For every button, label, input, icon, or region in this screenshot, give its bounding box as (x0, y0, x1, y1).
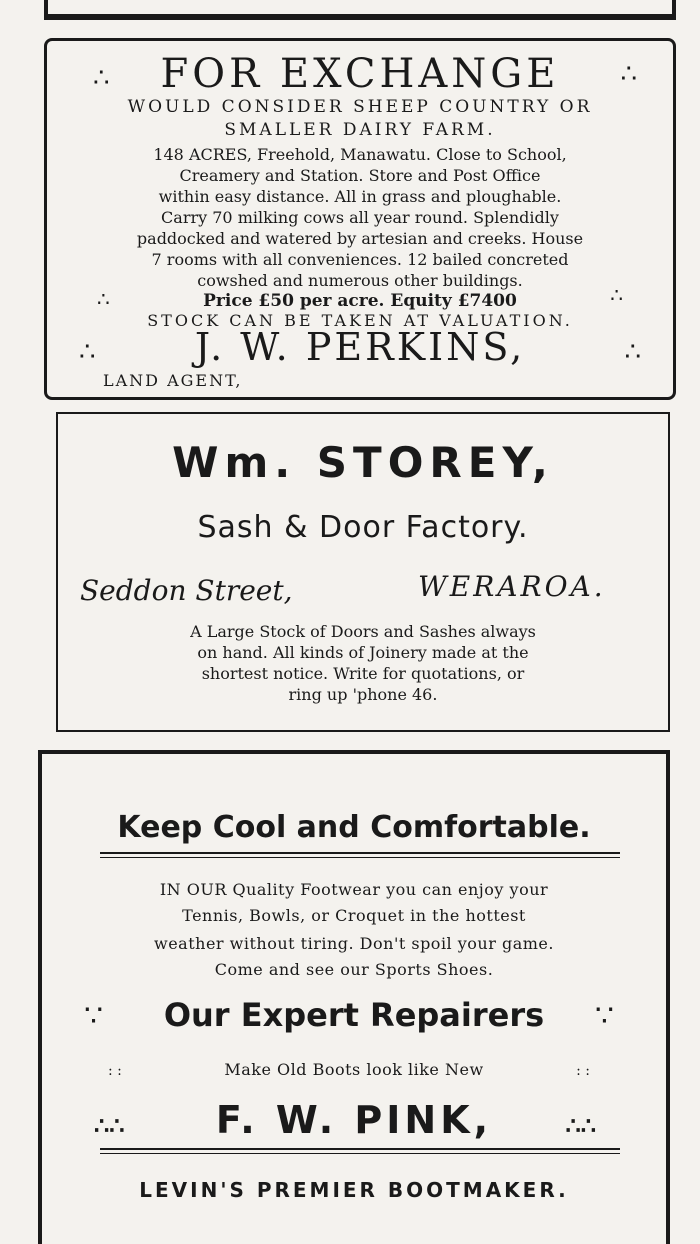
pink-advertisement (38, 750, 670, 1244)
divider-rule (100, 1153, 620, 1154)
headline: Wm. STOREY, (172, 438, 554, 487)
body-line: cowshed and numerous other buildings. (197, 271, 523, 290)
exchange-advertisement (44, 38, 676, 400)
ornament-dots: ∴ (624, 337, 641, 367)
street-name: Seddon Street, (80, 574, 293, 607)
body-line: Carry 70 milking cows all year round. Splendidly (161, 208, 559, 227)
ornament-dots: ∴∴ (94, 1111, 125, 1140)
headline: Keep Cool and Comfortable. (117, 810, 591, 845)
body-line: Come and see our Sports Shoes. (214, 960, 494, 979)
subheading: Sash & Door Factory. (197, 510, 529, 545)
body-line: Creamery and Station. Store and Post Office (179, 166, 541, 185)
repairs-heading: Our Expert Repairers (163, 996, 545, 1034)
ornament-dots: ∵ (84, 999, 104, 1034)
agent-title: LAND AGENT, (103, 371, 243, 390)
ornament-dots: ∴ (79, 337, 96, 367)
ornament-dots: ∴ (620, 59, 637, 89)
headline: FOR EXCHANGE (160, 51, 560, 97)
body-line: A Large Stock of Doors and Sashes always (190, 622, 536, 641)
ornament-dots: ∴ (93, 63, 110, 93)
body-line: weather without tiring. Don't spoil your game. (154, 934, 554, 953)
ornament-dots: ∴ (97, 287, 110, 311)
body-line: 7 rooms with all conveniences. 12 bailed concreted (151, 250, 569, 269)
subheading: WOULD CONSIDER SHEEP COUNTRY OR (127, 97, 593, 117)
ornament-dots: ∴ (610, 283, 623, 307)
top-rule (44, 14, 676, 20)
body-line: IN OUR Quality Footwear you can enjoy your (159, 880, 549, 899)
storey-advertisement (56, 412, 670, 732)
subheading: SMALLER DAIRY FARM. (224, 120, 496, 140)
ornament-dots: : : (108, 1063, 122, 1079)
divider-rule (100, 857, 620, 858)
price-line: Price £50 per acre. Equity £7400 (203, 291, 517, 311)
ornament-dots: ∴∴ (565, 1111, 596, 1140)
body-line: Tennis, Bowls, or Croquet in the hottest (182, 906, 526, 925)
body-line: within easy distance. All in grass and ploughable. (158, 187, 562, 206)
top-rule-right (672, 0, 676, 16)
stock-line: STOCK CAN BE TAKEN AT VALUATION. (147, 311, 573, 330)
body-line: ring up 'phone 46. (288, 685, 438, 704)
body-line: 148 ACRES, Freehold, Manawatu. Close to School, (153, 145, 567, 164)
divider-rule (100, 852, 620, 854)
divider-rule (100, 1148, 620, 1150)
agent-name: J. W. PERKINS, (194, 325, 526, 369)
repairs-line: Make Old Boots look like New (224, 1060, 484, 1079)
top-rule-left (44, 0, 48, 16)
town-name: WERAROA. (418, 570, 606, 603)
body-line: paddocked and watered by artesian and creeks. House (136, 229, 584, 248)
ornament-dots: ∵ (594, 999, 614, 1034)
body-line: shortest notice. Write for quotations, or (201, 664, 525, 683)
bootmaker-name: F. W. PINK, (215, 1098, 493, 1142)
ornament-dots: : : (576, 1063, 590, 1079)
body-line: on hand. All kinds of Joinery made at the (197, 643, 529, 662)
tagline: LEVIN'S PREMIER BOOTMAKER. (139, 1178, 569, 1202)
